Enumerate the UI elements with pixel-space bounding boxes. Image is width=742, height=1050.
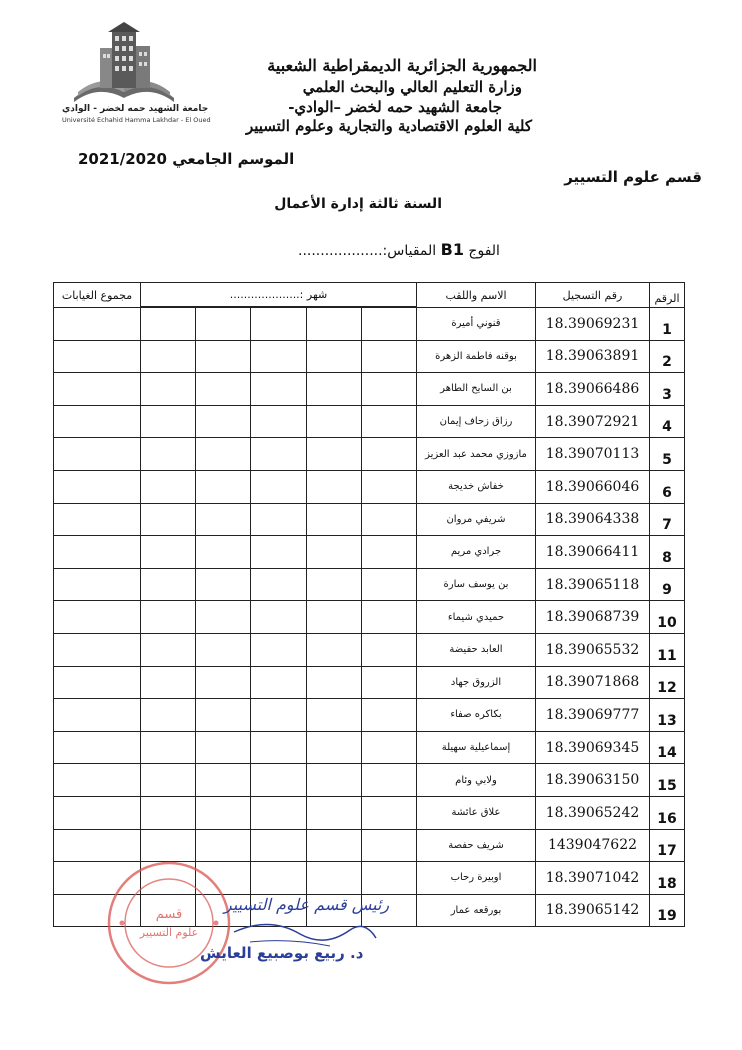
table-body <box>54 308 685 927</box>
week-cell-1 <box>361 568 416 601</box>
header-month: شهر :.................... <box>141 283 417 307</box>
week-cell-5 <box>141 666 196 699</box>
week-cell-4 <box>196 699 251 732</box>
total-absences-cell <box>54 666 141 699</box>
table-row <box>54 438 685 471</box>
total-absences-cell <box>54 340 141 373</box>
logo-name-fr: Université Echahid Hamma Lakhdar - El Oued <box>62 116 211 124</box>
total-absences-cell <box>54 503 141 536</box>
total-absences-cell <box>54 829 141 862</box>
table-row <box>54 405 685 438</box>
week-cell-1 <box>361 438 416 471</box>
week-cell-1 <box>361 536 416 569</box>
attendance-table <box>53 282 685 927</box>
student-name: العابد حفيضة <box>417 633 536 666</box>
table-row <box>54 633 685 666</box>
student-name: الزروق جهاد <box>417 666 536 699</box>
week-cell-2 <box>306 633 361 666</box>
week-cell-5 <box>141 601 196 634</box>
group-module-line <box>298 240 500 259</box>
student-name: شريف حفصة <box>417 829 536 862</box>
week-cell-4 <box>196 601 251 634</box>
registration-number: 18.39065118 <box>536 568 650 601</box>
week-cell-2 <box>306 438 361 471</box>
signature-name: د. ربيع بوصبيع العايش <box>200 944 364 962</box>
week-cell-4 <box>196 470 251 503</box>
registration-number: 18.39063150 <box>536 764 650 797</box>
week-cell-3 <box>251 373 306 406</box>
week-cell-1 <box>361 633 416 666</box>
row-number: 18 <box>650 862 685 895</box>
total-absences-cell <box>54 373 141 406</box>
row-number: 12 <box>650 666 685 699</box>
row-number: 8 <box>650 536 685 569</box>
building-book-icon <box>68 18 180 108</box>
student-name: بورقعه عمار <box>417 894 536 927</box>
week-cell-4 <box>196 373 251 406</box>
row-number: 2 <box>650 340 685 373</box>
total-absences-cell <box>54 568 141 601</box>
student-name: بن السايح الطاهر <box>417 373 536 406</box>
week-cell-3 <box>251 731 306 764</box>
registration-number: 18.39066486 <box>536 373 650 406</box>
week-cell-4 <box>196 829 251 862</box>
week-cell-5 <box>141 340 196 373</box>
student-name: بن يوسف سارة <box>417 568 536 601</box>
week-cell-1 <box>361 308 416 341</box>
table-row <box>54 731 685 764</box>
total-absences-cell <box>54 601 141 634</box>
table-row <box>54 601 685 634</box>
week-cell-5 <box>141 829 196 862</box>
week-cell-4 <box>196 438 251 471</box>
week-cell-3 <box>251 829 306 862</box>
total-absences-cell <box>54 764 141 797</box>
header-faculty: كلية العلوم الاقتصادية والتجارية وعلوم التسيير <box>245 117 532 135</box>
total-absences-cell <box>54 536 141 569</box>
registration-number: 18.39066411 <box>536 536 650 569</box>
week-cell-4 <box>196 503 251 536</box>
department-label: قسم علوم التسيير <box>564 168 702 186</box>
week-cell-5 <box>141 796 196 829</box>
student-name: حميدي شيماء <box>417 601 536 634</box>
week-cell-3 <box>251 536 306 569</box>
table-row <box>54 699 685 732</box>
table-header-row <box>54 283 685 307</box>
week-cell-2 <box>306 340 361 373</box>
student-name: ولابي وئام <box>417 764 536 797</box>
week-cell-2 <box>306 601 361 634</box>
week-cell-5 <box>141 405 196 438</box>
student-name: بوقنه فاطمة الزهرة <box>417 340 536 373</box>
week-cell-2 <box>306 405 361 438</box>
week-cell-1 <box>361 731 416 764</box>
total-absences-cell <box>54 699 141 732</box>
week-cell-1 <box>361 862 416 895</box>
week-cell-5 <box>141 568 196 601</box>
registration-number: 1439047622 <box>536 829 650 862</box>
table-row <box>54 340 685 373</box>
signature-title: رئيس قسم علوم التسيير <box>224 895 390 914</box>
row-number: 15 <box>650 764 685 797</box>
registration-number: 18.39065532 <box>536 633 650 666</box>
student-name: اوبيرة رحاب <box>417 862 536 895</box>
table-row <box>54 764 685 797</box>
week-cell-1 <box>361 601 416 634</box>
row-number: 9 <box>650 568 685 601</box>
registration-number: 18.39063891 <box>536 340 650 373</box>
group-code: B1 <box>440 240 464 259</box>
academic-season: الموسم الجامعي 2021/2020 <box>78 150 295 168</box>
week-cell-5 <box>141 308 196 341</box>
table-row <box>54 470 685 503</box>
header-registration: رقم التسجيل <box>536 283 650 308</box>
student-name: قنوني أميرة <box>417 308 536 341</box>
total-absences-cell <box>54 405 141 438</box>
registration-number: 18.39065142 <box>536 894 650 927</box>
week-cell-3 <box>251 699 306 732</box>
header-total-absences: مجموع الغيابات <box>54 283 141 308</box>
registration-number: 18.39066046 <box>536 470 650 503</box>
row-number: 4 <box>650 405 685 438</box>
stamp-seal-icon <box>104 858 234 988</box>
row-number: 16 <box>650 796 685 829</box>
row-number: 7 <box>650 503 685 536</box>
table-row <box>54 829 685 862</box>
week-cell-5 <box>141 764 196 797</box>
week-cell-4 <box>196 764 251 797</box>
week-cell-3 <box>251 340 306 373</box>
week-cell-1 <box>361 470 416 503</box>
row-number: 3 <box>650 373 685 406</box>
week-cell-3 <box>251 633 306 666</box>
week-cell-2 <box>306 536 361 569</box>
week-cell-2 <box>306 829 361 862</box>
week-cell-3 <box>251 862 306 895</box>
week-cell-2 <box>306 568 361 601</box>
group-prefix: الفوج <box>468 243 500 259</box>
student-name: بكاكره صفاء <box>417 699 536 732</box>
header-name: الاسم واللقب <box>417 283 536 308</box>
total-absences-cell <box>54 731 141 764</box>
row-number: 17 <box>650 829 685 862</box>
student-name: علاق عائشة <box>417 796 536 829</box>
total-absences-cell <box>54 796 141 829</box>
week-cell-4 <box>196 340 251 373</box>
week-cell-3 <box>251 470 306 503</box>
year-label: السنة ثالثة إدارة الأعمال <box>274 196 442 212</box>
week-cell-1 <box>361 699 416 732</box>
registration-number: 18.39068739 <box>536 601 650 634</box>
registration-number: 18.39072921 <box>536 405 650 438</box>
week-cell-2 <box>306 470 361 503</box>
week-cell-1 <box>361 796 416 829</box>
week-cell-4 <box>196 633 251 666</box>
week-cell-3 <box>251 764 306 797</box>
week-cell-1 <box>361 503 416 536</box>
week-cell-5 <box>141 536 196 569</box>
week-cell-3 <box>251 438 306 471</box>
week-cell-1 <box>361 373 416 406</box>
student-name: شريفي مروان <box>417 503 536 536</box>
week-cell-2 <box>306 731 361 764</box>
table-row <box>54 536 685 569</box>
week-cell-5 <box>141 633 196 666</box>
table-row <box>54 796 685 829</box>
total-absences-cell <box>54 470 141 503</box>
table-row <box>54 308 685 341</box>
registration-number: 18.39069345 <box>536 731 650 764</box>
week-cell-1 <box>361 405 416 438</box>
table-row <box>54 568 685 601</box>
week-cell-3 <box>251 601 306 634</box>
student-name: إسماعيلية سهيلة <box>417 731 536 764</box>
module-field: المقياس:................... <box>298 243 437 259</box>
table-row <box>54 503 685 536</box>
header-num: الرقم <box>650 283 685 308</box>
week-cell-3 <box>251 666 306 699</box>
week-cell-3 <box>251 503 306 536</box>
week-cell-1 <box>361 666 416 699</box>
registration-number: 18.39070113 <box>536 438 650 471</box>
row-number: 11 <box>650 633 685 666</box>
total-absences-cell <box>54 438 141 471</box>
week-cell-1 <box>361 340 416 373</box>
week-cell-3 <box>251 568 306 601</box>
week-cell-2 <box>306 503 361 536</box>
week-cell-5 <box>141 438 196 471</box>
week-cell-4 <box>196 536 251 569</box>
official-stamp <box>104 858 234 988</box>
week-cell-5 <box>141 699 196 732</box>
table-row <box>54 373 685 406</box>
week-cell-2 <box>306 666 361 699</box>
header-ministry: وزارة التعليم العالي والبحث العلمي <box>302 78 522 96</box>
total-absences-cell <box>54 308 141 341</box>
registration-number: 18.39069777 <box>536 699 650 732</box>
week-cell-2 <box>306 764 361 797</box>
student-name: رزاق زحاف إيمان <box>417 405 536 438</box>
week-cell-5 <box>141 503 196 536</box>
row-number: 1 <box>650 308 685 341</box>
logo-name-ar: جامعة الشهيد حمه لخضر - الوادي <box>62 104 209 114</box>
week-cell-1 <box>361 764 416 797</box>
registration-number: 18.39069231 <box>536 308 650 341</box>
week-cell-4 <box>196 568 251 601</box>
student-name: جرادي مريم <box>417 536 536 569</box>
registration-number: 18.39071042 <box>536 862 650 895</box>
week-cell-2 <box>306 308 361 341</box>
week-cell-2 <box>306 699 361 732</box>
week-cell-3 <box>251 308 306 341</box>
table-row <box>54 666 685 699</box>
week-cell-4 <box>196 796 251 829</box>
registration-number: 18.39065242 <box>536 796 650 829</box>
week-cell-2 <box>306 796 361 829</box>
week-cell-3 <box>251 405 306 438</box>
week-cell-4 <box>196 405 251 438</box>
student-name: خفاش خديجة <box>417 470 536 503</box>
week-cell-3 <box>251 796 306 829</box>
week-cell-2 <box>306 862 361 895</box>
header-republic: الجمهورية الجزائرية الديمقراطية الشعبية <box>267 56 537 75</box>
row-number: 13 <box>650 699 685 732</box>
week-cell-5 <box>141 731 196 764</box>
row-number: 14 <box>650 731 685 764</box>
stamp-inner-text: قسم <box>155 907 183 922</box>
week-cell-5 <box>141 470 196 503</box>
week-cell-1 <box>361 829 416 862</box>
total-absences-cell <box>54 633 141 666</box>
row-number: 10 <box>650 601 685 634</box>
week-cell-4 <box>196 731 251 764</box>
row-number: 5 <box>650 438 685 471</box>
header-university: جامعة الشهيد حمه لخضر –الوادي- <box>288 98 502 116</box>
row-number: 6 <box>650 470 685 503</box>
week-cell-2 <box>306 373 361 406</box>
week-cell-4 <box>196 666 251 699</box>
student-name: مازوزي محمد عبد العزيز <box>417 438 536 471</box>
stamp-inner-text-2: علوم التسيير <box>139 926 199 939</box>
registration-number: 18.39071868 <box>536 666 650 699</box>
week-cell-4 <box>196 308 251 341</box>
row-number: 19 <box>650 894 685 927</box>
registration-number: 18.39064338 <box>536 503 650 536</box>
week-cell-5 <box>141 373 196 406</box>
